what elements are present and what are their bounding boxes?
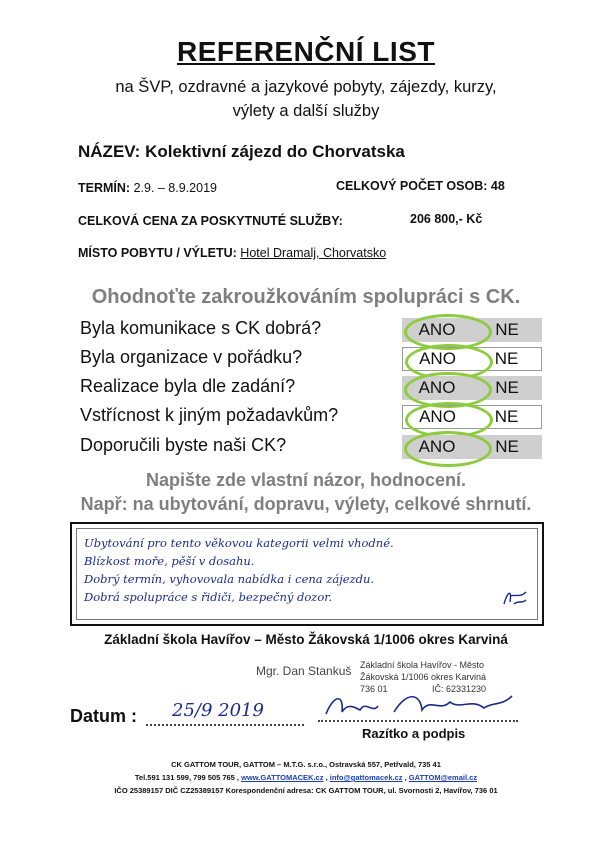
question-row — [80, 376, 540, 400]
stamp-line-3: 736 01 — [360, 684, 388, 694]
question-row — [80, 435, 540, 459]
name-field — [78, 142, 405, 162]
yes-option[interactable]: ANO — [419, 407, 456, 426]
footer-email-link-2[interactable]: GATTOM@email.cz — [408, 773, 478, 782]
stamp-line-4: IČ: 62331230 — [432, 684, 487, 694]
no-option[interactable]: NE — [495, 320, 519, 339]
school-line: Základní škola Havířov – Město Žákovská 1/1006 okres Karviná — [104, 632, 508, 647]
question-row — [80, 347, 540, 371]
yes-option[interactable]: ANO — [418, 437, 456, 456]
name-label: NÁZEV: — [78, 142, 141, 161]
yes-option[interactable]: ANO — [418, 320, 456, 339]
no-option[interactable]: NE — [495, 437, 519, 456]
persons-field — [336, 179, 505, 193]
question-text: Byla komunikace s CK dobrá? — [80, 318, 322, 338]
persons-value: 48 — [490, 179, 505, 193]
price-value: 206 800,- Kč — [410, 212, 483, 226]
stamp-sign-label: Razítko a podpis — [362, 726, 466, 741]
question-text: Vstřícnost k jiným požadavkům? — [80, 405, 339, 425]
answer-options — [402, 405, 542, 429]
footer-line-2 — [0, 773, 612, 782]
yes-option[interactable]: ANO — [419, 349, 456, 368]
term-label: TERMÍN: — [78, 181, 131, 195]
handwritten-line: Dobrá spolupráce s řidiči, bezpečný dozor. — [84, 590, 333, 604]
answer-options — [402, 347, 542, 371]
no-option[interactable]: NE — [495, 378, 519, 397]
signature-scribble[interactable] — [320, 688, 520, 724]
question-row — [80, 405, 540, 429]
document-title: REFERENČNÍ LIST — [177, 36, 435, 67]
handwritten-line: Dobrý termín, vyhovovala nabídka i cena zájezdu. — [84, 572, 375, 586]
footer-line-3: IČO 25389157 DIČ CZ25389157 Korespondenční adresa: CK GATTOM TOUR, ul. Svornosti 2, Havířov, 736 01 — [114, 786, 498, 795]
question-row — [80, 318, 540, 342]
footer-email-link-1[interactable]: info@gattomacek.cz — [329, 773, 403, 782]
question-text: Doporučili byste naši CK? — [80, 435, 287, 455]
comment-box[interactable] — [70, 522, 544, 626]
no-option[interactable]: NE — [494, 349, 519, 368]
date-dotted-line — [146, 724, 304, 726]
term-field — [78, 181, 217, 195]
rating-heading: Ohodnoťte zakroužkováním spolupráci s CK. — [91, 286, 521, 308]
subtitle-line-2: výlety a další služby — [232, 102, 380, 120]
footer-line-1: CK GATTOM TOUR, GATTOM – M.T.G. s.r.o., Ostravská 557, Petřvald, 735 41 — [171, 760, 441, 769]
yes-option[interactable]: ANO — [418, 378, 456, 397]
place-value: Hotel Dramalj, Chorvatsko — [240, 246, 387, 260]
answer-options — [402, 376, 542, 400]
no-option[interactable]: NE — [494, 407, 519, 426]
place-field — [78, 246, 386, 260]
footer-separator: , — [404, 773, 409, 782]
stamp-line-2: Žákovská 1/1006 okres Karviná — [360, 672, 487, 682]
date-label: Datum : — [70, 706, 137, 726]
question-text: Byla organizace v pořádku? — [80, 347, 303, 367]
footer-web-link[interactable]: www.GATTOMACEK.cz — [241, 773, 324, 782]
term-value: 2.9. – 8.9.2019 — [133, 181, 217, 195]
place-label: MÍSTO POBYTU / VÝLETU: — [78, 246, 237, 260]
handwritten-line: Blízkost moře, pěší v dosahu. — [84, 554, 255, 568]
handwritten-initials-mark — [500, 586, 530, 610]
footer-separator: , — [325, 773, 330, 782]
price-label: CELKOVÁ CENA ZA POSKYTNUTÉ SLUŽBY: — [78, 214, 343, 228]
question-text: Realizace byla dle zadání? — [80, 376, 296, 396]
signer-name: Mgr. Dan Stankuš — [256, 664, 352, 678]
answer-options — [402, 318, 542, 342]
persons-label: CELKOVÝ POČET OSOB: — [336, 179, 488, 193]
opinion-heading-2: Např: na ubytování, dopravu, výlety, celkové shrnutí. — [80, 494, 532, 514]
date-value[interactable]: 25/9 2019 — [172, 700, 264, 721]
handwritten-line: Ubytování pro tento věkovou kategorii velmi vhodné. — [84, 536, 394, 550]
opinion-heading-1: Napište zde vlastní názor, hodnocení. — [145, 470, 467, 490]
answer-options — [402, 435, 542, 459]
stamp-line-1: Základní škola Havířov - Město — [360, 660, 485, 670]
subtitle-line-1: na ŠVP, ozdravné a jazykové pobyty, zájezdy, kurzy, — [115, 78, 497, 96]
footer-phone: Tel.591 131 599, 799 505 765 , — [134, 773, 242, 782]
yes-circle-mark — [404, 431, 492, 467]
name-value: Kolektivní zájezd do Chorvatska — [145, 142, 405, 161]
